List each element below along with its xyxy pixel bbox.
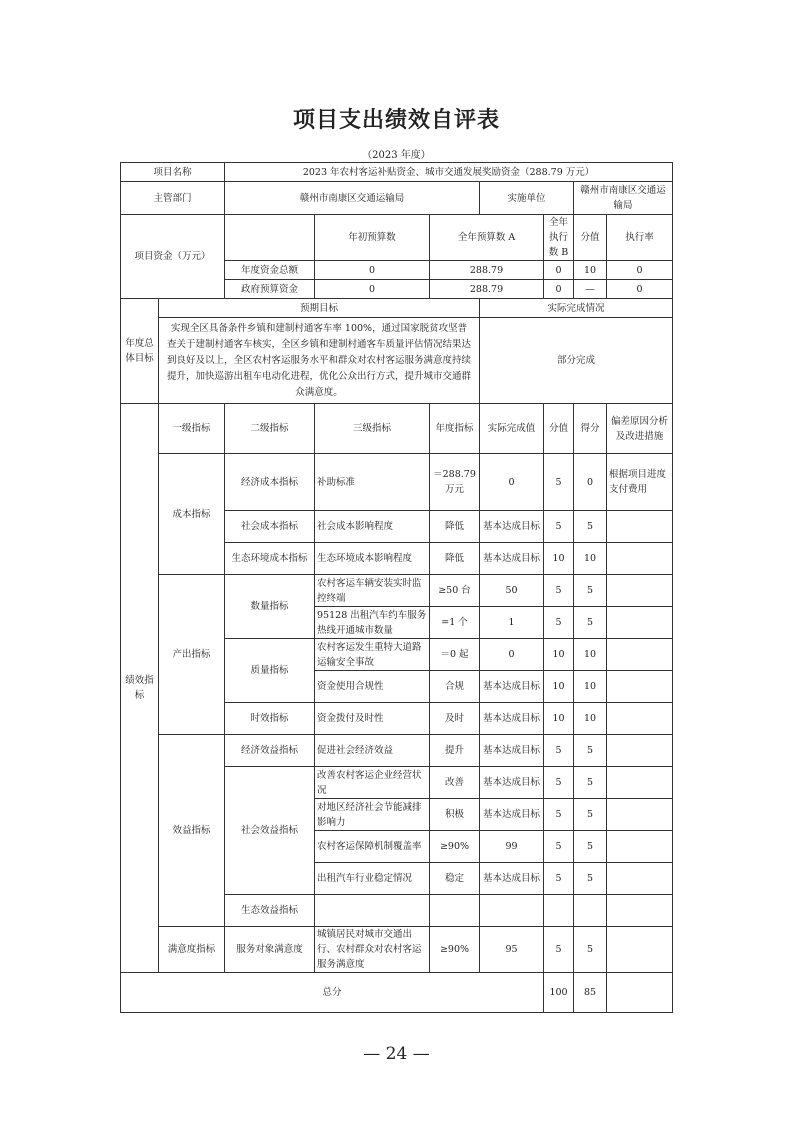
indicator-reason — [607, 735, 673, 767]
goals-expected: 实现全区具备条件乡镇和建制村通客车率 100%，通过国家脱贫攻坚普查关于建制村通客车核实，全区乡镇和建制村通客车质量评估情况结果达到良好及以上，全区农村客运服务水平和群众对农村客运服务满意度持续提升，加快巡游出租车电动化进程，优化公众出行方式，提升城市交通群众满意度。 — [159, 318, 480, 404]
indicator-reason — [607, 703, 673, 735]
indicator-score: 5 — [574, 767, 607, 799]
indicator-row — [121, 927, 673, 973]
indicator-reason — [607, 831, 673, 863]
indicator-reason — [607, 575, 673, 607]
funds-row-score-value: 10 — [574, 261, 607, 280]
indicator-reason — [607, 927, 673, 973]
indicator-score-value: 10 — [544, 543, 574, 575]
indicator-score: 5 — [574, 831, 607, 863]
level3-indicator: 资金使用合规性 — [315, 671, 430, 703]
level3-indicator: 对地区经济社会节能减排影响力 — [315, 799, 430, 831]
funds-row-initial: 0 — [315, 261, 430, 280]
indicator-target: =1 个 — [430, 607, 480, 639]
funds-row-score-value: — — [574, 280, 607, 299]
level3-indicator: 出租汽车行业稳定情况 — [315, 863, 430, 895]
indicator-score-value: 5 — [544, 863, 574, 895]
header-reason: 偏差原因分析及改进措施 — [607, 404, 673, 454]
header-score: 得分 — [574, 404, 607, 454]
indicator-target: 稳定 — [430, 863, 480, 895]
goals-row — [121, 318, 673, 404]
indicator-reason — [607, 511, 673, 543]
level1-indicator: 产出指标 — [159, 575, 225, 735]
indicator-actual: 基本达成目标 — [480, 703, 544, 735]
goals-actual-header: 实际完成情况 — [480, 299, 673, 318]
indicator-target: 降低 — [430, 543, 480, 575]
indicator-score-value: 5 — [544, 927, 574, 973]
indicator-score-value: 5 — [544, 511, 574, 543]
indicators-header-row — [121, 404, 673, 454]
level2-indicator: 时效指标 — [225, 703, 315, 735]
indicator-score: 10 — [574, 639, 607, 671]
level3-indicator: 农村客运车辆安装实时监控终端 — [315, 575, 430, 607]
dept-value: 赣州市南康区交通运输局 — [225, 182, 480, 215]
indicator-score-value: 5 — [544, 799, 574, 831]
indicator-score: 5 — [574, 607, 607, 639]
funds-header-initial: 年初预算数 — [315, 215, 430, 261]
indicator-target: ≥90% — [430, 927, 480, 973]
funds-label: 项目资金（万元） — [121, 215, 225, 299]
indicator-target: 合规 — [430, 671, 480, 703]
goals-header-row — [121, 299, 673, 318]
report-year: （2023 年度） — [362, 150, 431, 161]
indicator-target: 积极 — [430, 799, 480, 831]
level2-indicator: 生态效益指标 — [225, 895, 315, 927]
total-score: 85 — [574, 973, 607, 1013]
level3-indicator: 补助标准 — [315, 454, 430, 511]
indicator-actual: 1 — [480, 607, 544, 639]
indicator-target: ＝288.79 万元 — [430, 454, 480, 511]
funds-header-executed: 全年执行数 B — [544, 215, 574, 261]
indicator-actual — [480, 895, 544, 927]
level3-indicator: 资金拨付及时性 — [315, 703, 430, 735]
project-name-label: 项目名称 — [121, 163, 225, 182]
level3-indicator: 95128 出租汽车约车服务热线开通城市数量 — [315, 607, 430, 639]
level2-indicator: 经济效益指标 — [225, 735, 315, 767]
level1-indicator: 成本指标 — [159, 454, 225, 575]
level2-indicator: 质量指标 — [225, 639, 315, 703]
indicator-target: 提升 — [430, 735, 480, 767]
indicator-score: 5 — [574, 863, 607, 895]
goals-actual: 部分完成 — [480, 318, 673, 404]
indicators-label: 绩效指标 — [121, 404, 159, 973]
indicator-target: ＝0 起 — [430, 639, 480, 671]
indicator-score: 10 — [574, 671, 607, 703]
funds-row-annual: 288.79 — [430, 261, 544, 280]
indicator-score-value: 5 — [544, 735, 574, 767]
indicator-actual: 基本达成目标 — [480, 767, 544, 799]
funds-row-rate: 0 — [607, 261, 673, 280]
indicator-target: ≥50 台 — [430, 575, 480, 607]
level3-indicator: 农村客运保障机制覆盖率 — [315, 831, 430, 863]
total-score-value: 100 — [544, 973, 574, 1013]
indicator-score-value: 10 — [544, 639, 574, 671]
project-name: 2023 年农村客运补贴资金、城市交通发展奖励资金（288.79 万元） — [225, 163, 673, 182]
indicator-score-value: 10 — [544, 703, 574, 735]
header-level1: 一级指标 — [159, 404, 225, 454]
indicator-reason — [607, 799, 673, 831]
level3-indicator: 社会成本影响程度 — [315, 511, 430, 543]
indicator-target: 改善 — [430, 767, 480, 799]
funds-row-rate: 0 — [607, 280, 673, 299]
header-actual: 实际完成值 — [480, 404, 544, 454]
goals-expected-header: 预期目标 — [159, 299, 480, 318]
level3-indicator: 改善农村客运企业经营状况 — [315, 767, 430, 799]
dept-row — [121, 182, 673, 215]
funds-header-rate: 执行率 — [607, 215, 673, 261]
header-level2: 二级指标 — [225, 404, 315, 454]
indicator-score-value: 5 — [544, 767, 574, 799]
dept-label: 主管部门 — [121, 182, 225, 215]
level3-indicator: 城镇居民对城市交通出行、农村群众对农村客运服务满意度 — [315, 927, 430, 973]
funds-header-annual: 全年预算数 A — [430, 215, 544, 261]
level3-indicator — [315, 895, 430, 927]
indicator-target — [430, 895, 480, 927]
indicator-target: ≥90% — [430, 831, 480, 863]
indicator-row — [121, 575, 673, 607]
goals-label: 年度总体目标 — [121, 299, 159, 404]
level3-indicator: 生态环境成本影响程度 — [315, 543, 430, 575]
level2-indicator: 服务对象满意度 — [225, 927, 315, 973]
indicator-score: 5 — [574, 575, 607, 607]
level2-indicator: 社会效益指标 — [225, 767, 315, 895]
level2-indicator: 生态环境成本指标 — [225, 543, 315, 575]
indicator-score: 10 — [574, 703, 607, 735]
indicator-score-value: 5 — [544, 831, 574, 863]
impl-value: 赣州市南康区交通运输局 — [574, 182, 673, 215]
funds-row-annual: 288.79 — [430, 280, 544, 299]
total-reason — [607, 973, 673, 1013]
indicator-score: 0 — [574, 454, 607, 511]
indicator-row — [121, 735, 673, 767]
indicator-actual: 基本达成目标 — [480, 543, 544, 575]
level3-indicator: 促进社会经济效益 — [315, 735, 430, 767]
indicator-actual: 99 — [480, 831, 544, 863]
indicator-score: 5 — [574, 735, 607, 767]
page-title: 项目支出绩效自评表 — [292, 108, 500, 133]
funds-header-row — [121, 215, 673, 261]
indicator-actual: 基本达成目标 — [480, 863, 544, 895]
indicator-score: 5 — [574, 511, 607, 543]
indicator-score-value: 5 — [544, 575, 574, 607]
indicator-score: 5 — [574, 927, 607, 973]
level3-indicator: 农村客运发生重特大道路运输安全事故 — [315, 639, 430, 671]
indicator-reason — [607, 639, 673, 671]
funds-row-name: 年度资金总额 — [225, 261, 315, 280]
indicator-score — [574, 895, 607, 927]
total-row — [121, 973, 673, 1013]
indicator-actual: 基本达成目标 — [480, 735, 544, 767]
level1-indicator: 效益指标 — [159, 735, 225, 927]
indicator-actual: 0 — [480, 454, 544, 511]
indicator-target: 及时 — [430, 703, 480, 735]
indicator-actual: 95 — [480, 927, 544, 973]
funds-row-executed: 0 — [544, 280, 574, 299]
indicator-score-value: 10 — [544, 671, 574, 703]
level2-indicator: 数量指标 — [225, 575, 315, 639]
header-level3: 三级指标 — [315, 404, 430, 454]
indicator-actual: 基本达成目标 — [480, 671, 544, 703]
indicator-reason — [607, 607, 673, 639]
page-number: — 24 — — [363, 1044, 430, 1064]
performance-table — [120, 162, 673, 1013]
indicator-score: 10 — [574, 543, 607, 575]
indicator-score: 5 — [574, 799, 607, 831]
project-name-row — [121, 163, 673, 182]
indicator-reason: 根据项目进度支付费用 — [607, 454, 673, 511]
indicator-target: 降低 — [430, 511, 480, 543]
funds-row-name: 政府预算资金 — [225, 280, 315, 299]
indicator-score-value: 5 — [544, 454, 574, 511]
indicator-actual: 0 — [480, 639, 544, 671]
level2-indicator: 经济成本指标 — [225, 454, 315, 511]
indicator-reason — [607, 895, 673, 927]
indicator-actual: 基本达成目标 — [480, 511, 544, 543]
indicator-reason — [607, 671, 673, 703]
indicator-actual: 50 — [480, 575, 544, 607]
header-score-value: 分值 — [544, 404, 574, 454]
funds-header-blank — [225, 215, 315, 261]
impl-label: 实施单位 — [480, 182, 574, 215]
indicator-row — [121, 454, 673, 511]
funds-row-executed: 0 — [544, 261, 574, 280]
funds-row-initial: 0 — [315, 280, 430, 299]
indicator-score-value: 5 — [544, 607, 574, 639]
total-label: 总分 — [121, 973, 544, 1013]
level1-indicator: 满意度指标 — [159, 927, 225, 973]
indicator-reason — [607, 767, 673, 799]
indicator-score-value — [544, 895, 574, 927]
funds-header-score-value: 分值 — [574, 215, 607, 261]
indicator-actual: 基本达成目标 — [480, 799, 544, 831]
indicator-reason — [607, 863, 673, 895]
indicator-reason — [607, 543, 673, 575]
level2-indicator: 社会成本指标 — [225, 511, 315, 543]
header-target: 年度指标 — [430, 404, 480, 454]
